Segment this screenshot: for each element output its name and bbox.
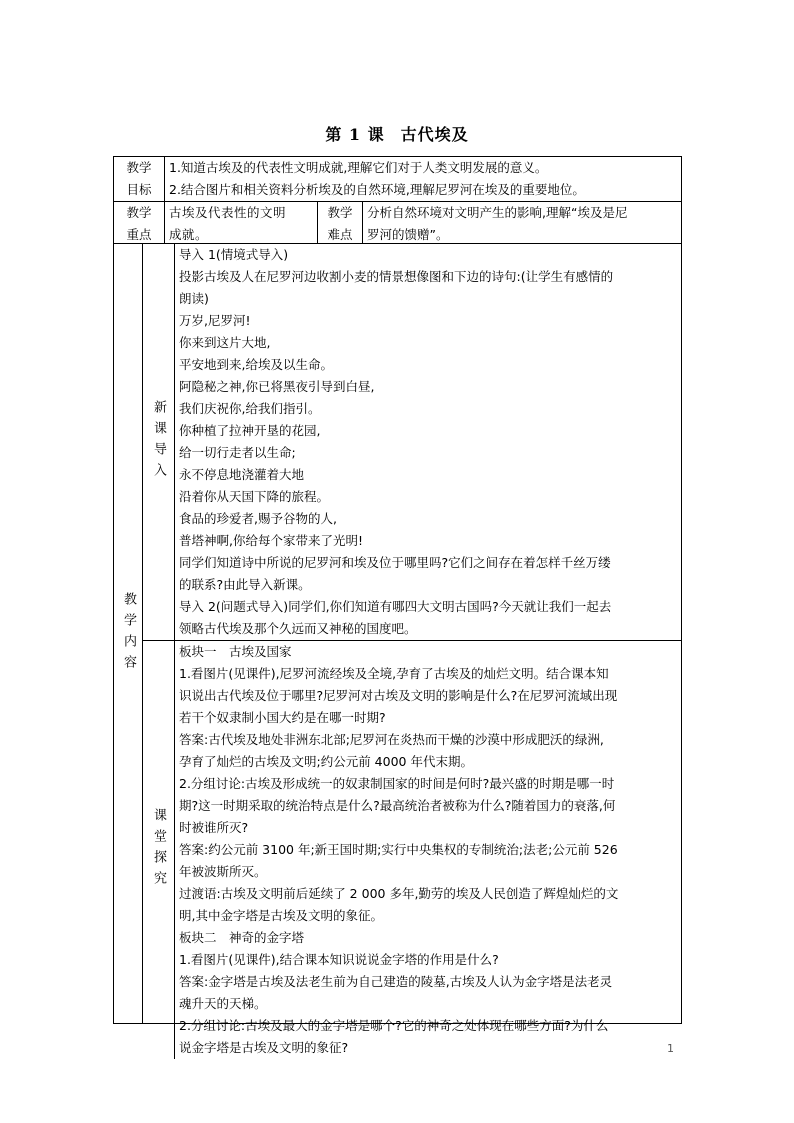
key-line: 古埃及代表性的文明 <box>169 205 287 220</box>
goals-label-top: 教学 <box>126 160 152 175</box>
goals-label-bottom: 目标 <box>126 182 152 197</box>
intro-line: 阿隐秘之神,你已将黑夜引导到白昼, <box>179 379 375 394</box>
explore-line: 时被谁所灭? <box>179 820 249 835</box>
explore-line: 答案:古代埃及地处非洲东北部;尼罗河在炎热而干燥的沙漠中形成肥沃的绿洲, <box>179 732 604 747</box>
intro-line: 普塔神啊,你给每个家带来了光明! <box>179 533 363 548</box>
intro-line: 导入 1(情境式导入) <box>179 247 289 262</box>
explore-line: 过渡语:古埃及文明前后延续了 2 000 多年,勤劳的埃及人民创造了辉煌灿烂的文 <box>179 886 619 901</box>
explore-line: 板块一 古埃及国家 <box>179 644 292 659</box>
goal-line: 1.知道古埃及的代表性文明成就,理解它们对于人类文明发展的意义。 <box>169 160 548 175</box>
explore-line: 1.看图片(见课件),尼罗河流经埃及全境,孕育了古埃及的灿烂文明。结合课本知 <box>179 666 609 681</box>
explore-line: 答案:约公元前 3100 年;新王国时期;实行中央集权的专制统治;法老;公元前 526 <box>179 842 618 857</box>
goals-label <box>114 157 164 201</box>
intro-line: 永不停息地浇灌着大地 <box>179 467 305 482</box>
goals-content <box>164 157 681 201</box>
key-label <box>114 202 164 243</box>
content-label <box>114 244 142 1023</box>
goals-row <box>114 157 681 202</box>
key-line: 成就。 <box>169 227 209 242</box>
explore-line: 2.分组讨论:古埃及形成统一的奴隶制国家的时间是何时?最兴盛的时期是哪一时 <box>179 776 615 791</box>
key-content <box>164 202 317 243</box>
lesson-plan-table <box>113 156 682 1055</box>
intro-line: 朗读) <box>179 291 209 306</box>
explore-label-text: 课堂探究 <box>151 808 166 892</box>
explore-line: 说金字塔是古埃及文明的象征? <box>179 1040 349 1055</box>
content-row <box>114 244 681 1055</box>
explore-line: 魂升天的天梯。 <box>179 996 267 1011</box>
intro-section <box>143 244 681 641</box>
difficulty-label-bottom: 难点 <box>327 227 353 242</box>
explore-label <box>143 641 174 1059</box>
intro-line: 领略古代埃及那个久远而又神秘的国度吧。 <box>179 621 417 636</box>
key-label-bottom: 重点 <box>126 227 152 242</box>
focus-row <box>114 202 681 244</box>
explore-line: 若干个奴隶制小国大约是在哪一时期? <box>179 710 386 725</box>
lesson-number: 第 1 课 <box>325 125 385 144</box>
difficulty-label-top: 教学 <box>327 205 353 220</box>
lesson-name: 古代埃及 <box>400 125 469 144</box>
explore-line: 孕育了灿烂的古埃及文明;约公元前 4000 年代末期。 <box>179 754 473 769</box>
explore-line: 板块二 神奇的金字塔 <box>179 930 305 945</box>
intro-line: 万岁,尼罗河! <box>179 313 251 328</box>
difficulty-line: 罗河的馈赠”。 <box>367 227 449 242</box>
intro-label-text: 新课导入 <box>151 400 166 484</box>
content-body <box>142 244 681 1055</box>
intro-content <box>174 244 681 640</box>
explore-line: 期?这一时期采取的统治特点是什么?最高统治者被称为什么?随着国力的衰落,何 <box>179 798 616 813</box>
key-label-top: 教学 <box>126 205 152 220</box>
explore-line: 识说出古代埃及位于哪里?尼罗河对古埃及文明的影响是什么?在尼罗河流域出现 <box>179 688 618 703</box>
intro-line: 投影古埃及人在尼罗河边收割小麦的情景想像图和下边的诗句:(让学生有感情的 <box>179 269 614 284</box>
intro-line: 同学们知道诗中所说的尼罗河和埃及位于哪里吗?它们之间存在着怎样千丝万缕 <box>179 555 611 570</box>
difficulty-content <box>362 202 681 243</box>
goal-line: 2.结合图片和相关资料分析埃及的自然环境,理解尼罗河在埃及的重要地位。 <box>169 182 585 197</box>
intro-line: 的联系?由此导入新课。 <box>179 577 311 592</box>
explore-line: 答案:金字塔是古埃及法老生前为自己建造的陵墓,古埃及人认为金字塔是法老灵 <box>179 974 613 989</box>
intro-line: 导入 2(问题式导入)同学们,你们知道有哪四大文明古国吗?今天就让我们一起去 <box>179 599 612 614</box>
explore-line: 2.分组讨论:古埃及最大的金字塔是哪个?它的神奇之处体现在哪些方面?为什么 <box>179 1018 609 1033</box>
intro-line: 平安地到来,给埃及以生命。 <box>179 357 333 372</box>
intro-line: 食品的珍爱者,赐予谷物的人, <box>179 511 337 526</box>
intro-line: 我们庆祝你,给我们指引。 <box>179 401 321 416</box>
intro-line: 你来到这片大地, <box>179 335 271 350</box>
intro-line: 给一切行走者以生命; <box>179 445 296 460</box>
page-number: 1 <box>667 1042 674 1055</box>
intro-label <box>143 244 174 640</box>
explore-line: 明,其中金字塔是古埃及文明的象征。 <box>179 908 383 923</box>
explore-line: 1.看图片(见课件),结合课本知识说说金字塔的作用是什么? <box>179 952 499 967</box>
explore-line: 年被波斯所灭。 <box>179 864 267 879</box>
intro-line: 沿着你从天国下降的旅程。 <box>179 489 330 504</box>
explore-content <box>174 641 681 1059</box>
content-label-text: 教学内容 <box>121 591 136 676</box>
lesson-title <box>0 122 794 145</box>
intro-line: 你种植了拉神开垦的花园, <box>179 423 321 438</box>
difficulty-label <box>317 202 362 243</box>
difficulty-line: 分析自然环境对文明产生的影响,理解“埃及是尼 <box>367 205 628 220</box>
explore-section <box>143 641 681 1059</box>
